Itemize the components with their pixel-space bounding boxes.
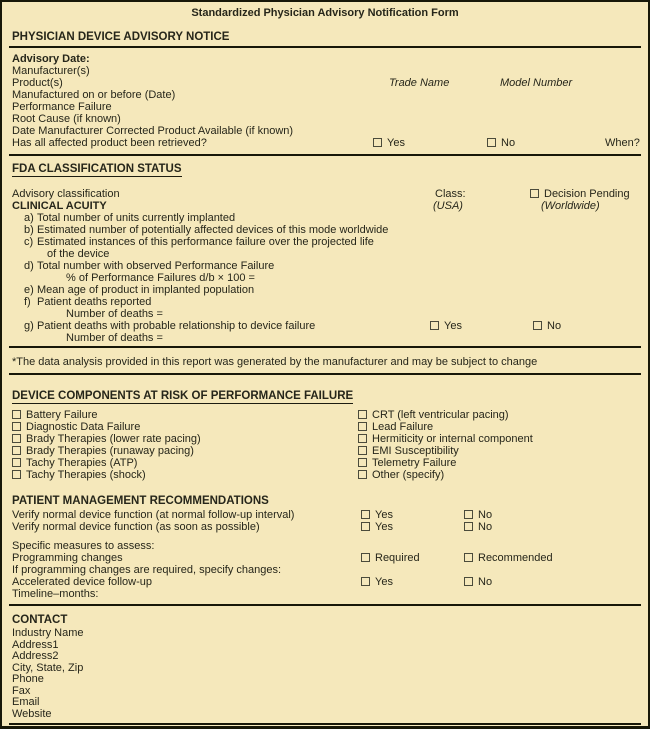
decision-pending-option bbox=[530, 188, 630, 200]
verify-no-option bbox=[464, 521, 492, 533]
retrieved-question-label: Has all affected product been retrieved? bbox=[12, 137, 207, 149]
component-option bbox=[358, 409, 509, 421]
retrieved-yes-checkbox[interactable] bbox=[373, 138, 382, 147]
component-label: Diagnostic Data Failure bbox=[26, 421, 141, 433]
component-option bbox=[358, 457, 456, 469]
verify-no-option bbox=[464, 509, 492, 521]
item-marker: a) bbox=[24, 212, 34, 224]
component-option bbox=[12, 469, 146, 481]
accelerated-follow-up-row bbox=[12, 576, 638, 588]
root-cause-label: Root Cause (if known) bbox=[12, 113, 121, 125]
section-header-physician-device-advisory-notice: PHYSICIAN DEVICE ADVISORY NOTICE bbox=[12, 31, 230, 43]
retrieved-no-option bbox=[487, 137, 515, 149]
products-label: Product(s) bbox=[12, 77, 63, 89]
item-marker: g) bbox=[24, 320, 34, 332]
component-label: Tachy Therapies (shock) bbox=[26, 469, 146, 481]
component-checkbox[interactable] bbox=[12, 446, 21, 455]
component-row bbox=[12, 409, 638, 421]
verify-no-checkbox[interactable] bbox=[464, 522, 473, 531]
products-row bbox=[12, 77, 638, 89]
deaths-no-checkbox[interactable] bbox=[533, 321, 542, 330]
component-option bbox=[358, 421, 433, 433]
component-option bbox=[358, 445, 459, 457]
component-label: Hermiticity or internal component bbox=[372, 433, 533, 445]
item-marker: b) bbox=[24, 224, 34, 236]
verify-label: Verify normal device function (as soon as possible) bbox=[12, 521, 260, 533]
component-checkbox[interactable] bbox=[12, 470, 21, 479]
section-header-fda-classification-status: FDA CLASSIFICATION STATUS bbox=[12, 163, 182, 175]
retrieved-question-row bbox=[12, 137, 638, 149]
component-checkbox[interactable] bbox=[358, 422, 367, 431]
yes-label: Yes bbox=[444, 320, 462, 332]
clinical-acuity-row bbox=[12, 200, 638, 212]
component-checkbox[interactable] bbox=[358, 458, 367, 467]
trade-name-column-header: Trade Name bbox=[389, 77, 450, 89]
item-marker: f) bbox=[24, 296, 31, 308]
specify-changes-label: If programming changes are required, specify changes: bbox=[12, 564, 282, 576]
form-title: Standardized Physician Advisory Notification Form bbox=[191, 7, 459, 19]
contact-address2: Address2 bbox=[12, 650, 59, 662]
accelerated-no-checkbox[interactable] bbox=[464, 577, 473, 586]
component-checkbox[interactable] bbox=[12, 410, 21, 419]
item-text: Patient deaths reported bbox=[37, 296, 152, 308]
component-checkbox[interactable] bbox=[12, 458, 21, 467]
model-number-column-header: Model Number bbox=[500, 77, 573, 89]
component-row bbox=[12, 457, 638, 469]
programming-changes-label: Programming changes bbox=[12, 552, 123, 564]
contact-email: Email bbox=[12, 696, 40, 708]
item-text: Total number with observed Performance Failure bbox=[37, 260, 275, 272]
acuity-item-a bbox=[12, 212, 638, 224]
contact-city-state-zip: City, State, Zip bbox=[12, 661, 84, 674]
item-marker: d) bbox=[24, 260, 34, 272]
acuity-item-c-continuation: of the device bbox=[47, 248, 110, 260]
contact-industry-name: Industry Name bbox=[12, 627, 84, 639]
required-label: Required bbox=[375, 552, 420, 564]
manufacturer-data-note: *The data analysis provided in this report was generated by the manufacturer and may be subject to change bbox=[12, 356, 538, 368]
recommended-checkbox[interactable] bbox=[464, 553, 473, 562]
component-option bbox=[12, 421, 140, 433]
class-label: Class: bbox=[435, 188, 466, 200]
component-label: Telemetry Failure bbox=[372, 457, 457, 469]
verify-yes-checkbox[interactable] bbox=[361, 522, 370, 531]
component-label: Tachy Therapies (ATP) bbox=[26, 457, 138, 469]
contact-address1: Address1 bbox=[12, 638, 59, 651]
clinical-acuity-label: CLINICAL ACUITY bbox=[12, 200, 107, 212]
divider bbox=[9, 46, 641, 48]
item-text: Estimated instances of this performance failure over the projected life bbox=[37, 236, 374, 248]
divider bbox=[9, 373, 641, 375]
divider bbox=[9, 723, 641, 725]
item-text: Patient deaths with probable relationship to device failure bbox=[37, 320, 316, 332]
component-row bbox=[12, 445, 638, 457]
decision-pending-label: Decision Pending bbox=[544, 188, 630, 200]
deaths-yes-checkbox[interactable] bbox=[430, 321, 439, 330]
component-option bbox=[12, 433, 201, 445]
accelerated-yes-option bbox=[361, 576, 393, 588]
component-label: Brady Therapies (runaway pacing) bbox=[26, 445, 194, 457]
yes-label: Yes bbox=[375, 576, 393, 588]
contact-fax: Fax bbox=[12, 684, 31, 697]
no-label: No bbox=[547, 320, 562, 332]
decision-pending-checkbox[interactable] bbox=[530, 189, 539, 198]
accelerated-yes-checkbox[interactable] bbox=[361, 577, 370, 586]
when-label: When? bbox=[605, 137, 640, 149]
programming-changes-row bbox=[12, 552, 638, 564]
advisory-date-label: Advisory Date: bbox=[12, 53, 90, 65]
component-option bbox=[12, 457, 137, 469]
contact-phone: Phone bbox=[12, 673, 44, 685]
yes-label: Yes bbox=[375, 521, 393, 533]
no-label: No bbox=[501, 137, 516, 149]
advisory-classification-row bbox=[12, 188, 638, 200]
retrieved-no-checkbox[interactable] bbox=[487, 138, 496, 147]
divider bbox=[9, 154, 641, 156]
component-row bbox=[12, 469, 638, 481]
acuity-item-b bbox=[12, 224, 638, 236]
acuity-item-c bbox=[12, 236, 638, 248]
component-checkbox[interactable] bbox=[358, 446, 367, 455]
yes-label: Yes bbox=[375, 509, 393, 521]
component-label: EMI Susceptibility bbox=[372, 445, 459, 457]
component-row bbox=[12, 433, 638, 445]
class-region-label: (USA) bbox=[433, 200, 463, 212]
component-option bbox=[358, 433, 533, 445]
component-option bbox=[12, 445, 194, 457]
component-option bbox=[12, 409, 98, 421]
contact-website: Website bbox=[12, 707, 52, 720]
verify-row bbox=[12, 509, 638, 521]
acuity-item-g bbox=[12, 320, 638, 332]
section-header-device-components: DEVICE COMPONENTS AT RISK OF PERFORMANCE FAILURE bbox=[12, 390, 354, 402]
no-label: No bbox=[478, 576, 493, 588]
deaths-count-label: Number of deaths = bbox=[66, 332, 163, 344]
specific-measures-label: Specific measures to assess: bbox=[12, 540, 155, 552]
verify-yes-checkbox[interactable] bbox=[361, 510, 370, 519]
item-marker: c) bbox=[24, 236, 34, 248]
item-text: Total number of units currently implanted bbox=[37, 212, 236, 224]
section-header-contact: CONTACT bbox=[12, 614, 68, 626]
manufactured-on-label: Manufactured on or before (Date) bbox=[12, 89, 176, 101]
component-checkbox[interactable] bbox=[358, 410, 367, 419]
performance-failure-label: Performance Failure bbox=[12, 101, 112, 113]
recommended-option bbox=[464, 552, 553, 564]
deaths-no-option bbox=[533, 320, 561, 332]
verify-label: Verify normal device function (at normal follow-up interval) bbox=[12, 509, 295, 521]
component-label: Lead Failure bbox=[372, 421, 434, 433]
item-marker: e) bbox=[24, 284, 34, 296]
performance-failure-percent-label: % of Performance Failures d/b × 100 = bbox=[66, 272, 255, 284]
item-text: Estimated number of potentially affected devices of this mode worldwide bbox=[37, 224, 389, 236]
required-checkbox[interactable] bbox=[361, 553, 370, 562]
item-text: Mean age of product in implanted population bbox=[37, 284, 255, 296]
component-label: Brady Therapies (lower rate pacing) bbox=[26, 433, 201, 445]
verify-no-checkbox[interactable] bbox=[464, 510, 473, 519]
decision-region-label: (Worldwide) bbox=[541, 200, 600, 212]
deaths-count-label: Number of deaths = bbox=[66, 308, 163, 320]
divider bbox=[9, 346, 641, 348]
verify-yes-option bbox=[361, 509, 393, 521]
acuity-item-d bbox=[12, 260, 638, 272]
acuity-item-f bbox=[12, 296, 638, 308]
component-checkbox[interactable] bbox=[12, 422, 21, 431]
component-label: Other (specify) bbox=[372, 469, 445, 481]
retrieved-yes-option bbox=[373, 137, 405, 149]
no-label: No bbox=[478, 509, 493, 521]
advisory-classification-label: Advisory classification bbox=[12, 188, 120, 200]
manufacturers-label: Manufacturer(s) bbox=[12, 65, 90, 77]
verify-yes-option bbox=[361, 521, 393, 533]
recommended-label: Recommended bbox=[478, 552, 553, 564]
accelerated-no-option bbox=[464, 576, 492, 588]
verify-row bbox=[12, 521, 638, 533]
component-checkbox[interactable] bbox=[12, 434, 21, 443]
component-label: CRT (left ventricular pacing) bbox=[372, 409, 509, 421]
divider bbox=[9, 604, 641, 606]
section-header-patient-management: PATIENT MANAGEMENT RECOMMENDATIONS bbox=[12, 495, 269, 507]
component-checkbox[interactable] bbox=[358, 434, 367, 443]
timeline-months-label: Timeline–months: bbox=[12, 588, 99, 600]
accelerated-follow-up-label: Accelerated device follow-up bbox=[12, 576, 153, 588]
component-checkbox[interactable] bbox=[358, 470, 367, 479]
acuity-item-e bbox=[12, 284, 638, 296]
corrected-product-label: Date Manufacturer Corrected Product Available (if known) bbox=[12, 125, 294, 137]
component-option bbox=[358, 469, 444, 481]
no-label: No bbox=[478, 521, 493, 533]
yes-label: Yes bbox=[387, 137, 405, 149]
component-label: Battery Failure bbox=[26, 409, 98, 421]
component-row bbox=[12, 421, 638, 433]
required-option bbox=[361, 552, 420, 564]
deaths-yes-option bbox=[430, 320, 462, 332]
